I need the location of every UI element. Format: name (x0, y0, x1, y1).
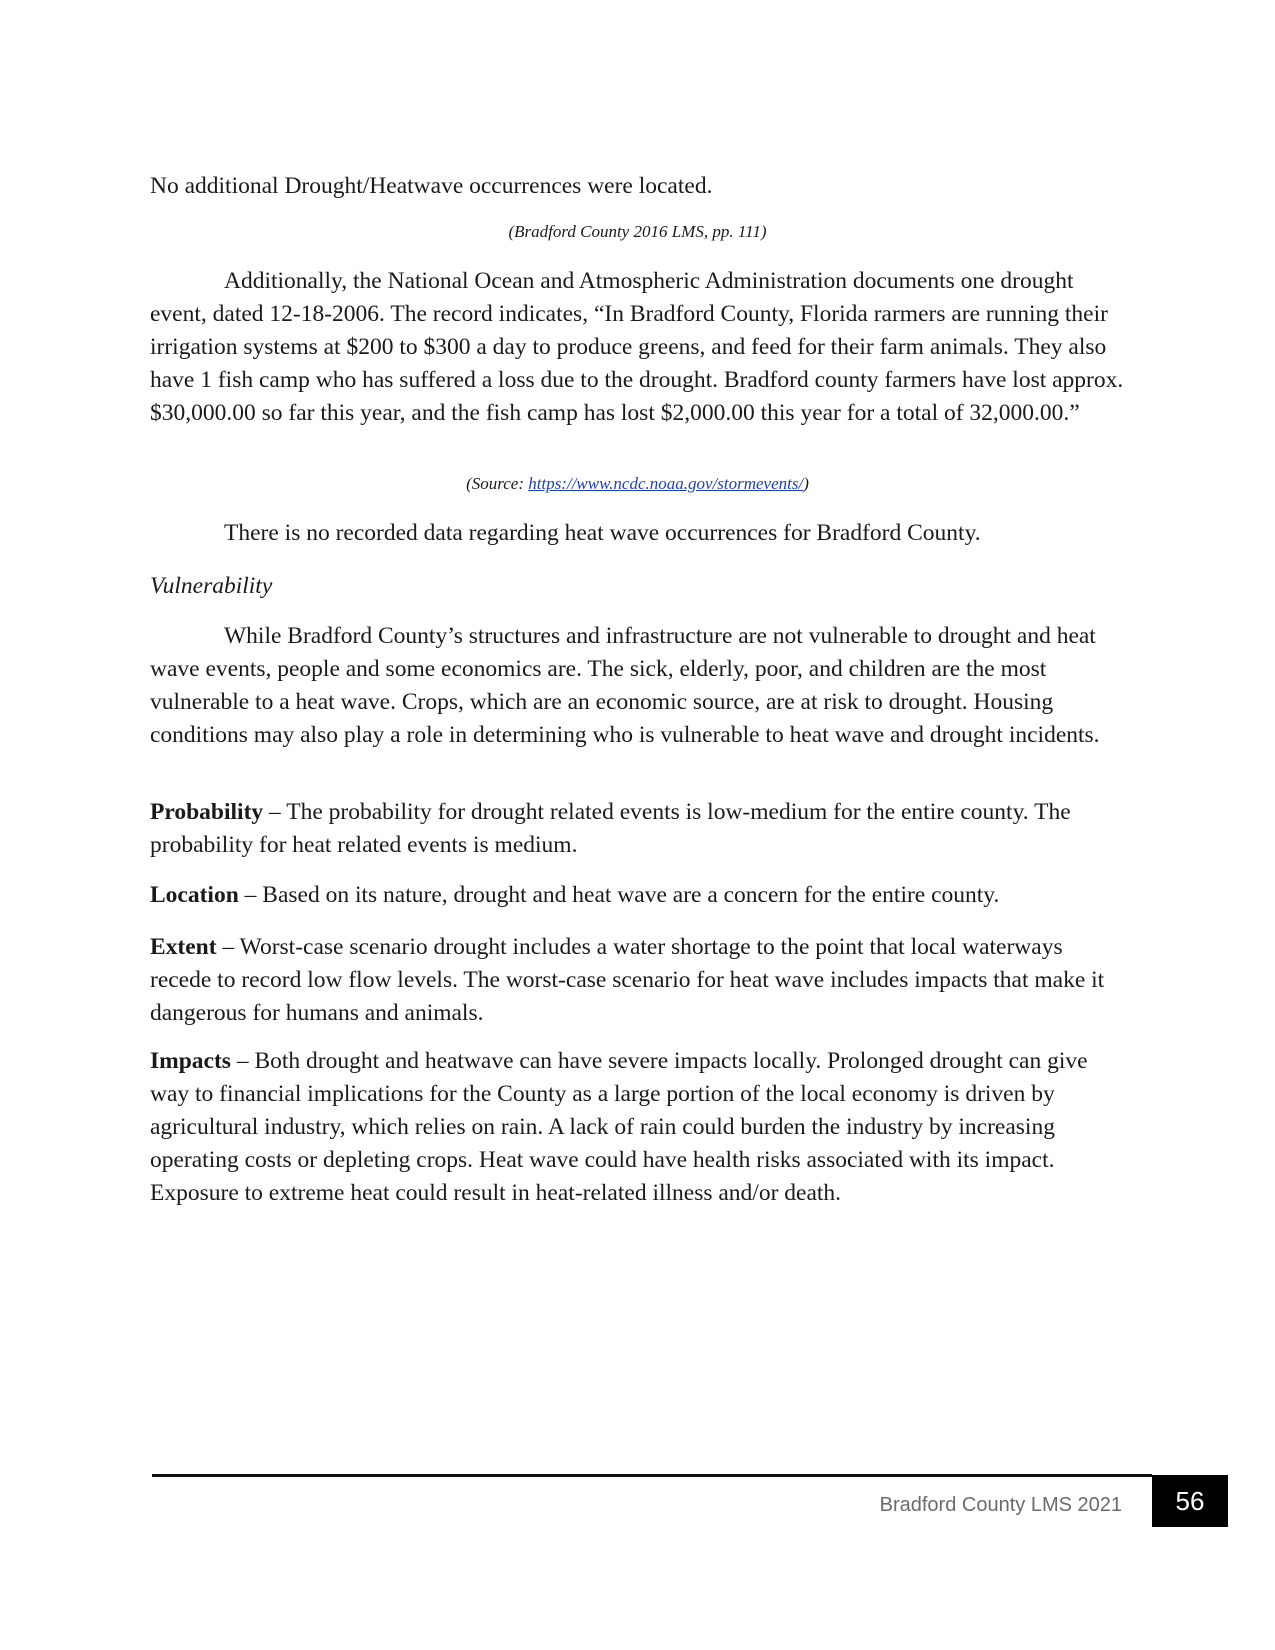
location-label: Location (150, 882, 239, 908)
footer-divider (152, 1474, 1152, 1477)
impacts-text: – Both drought and heatwave can have severe impacts locally. Prolonged drought can give way to financial implications for the County as a large portion of the local economy is driven by agricultural industry, which relies on rain. A lack of rain could burden the industry by increasing operating costs or depleting crops. Heat wave could have health risks associated with its impact. Exposure to extreme heat could result in heat-related illness and/or death. (150, 1048, 1088, 1206)
vulnerability-heading: Vulnerability (150, 573, 273, 599)
source-prefix: (Source: (466, 474, 529, 493)
impacts-paragraph (150, 1045, 1125, 1210)
source-suffix: ) (803, 474, 809, 493)
vulnerability-paragraph: While Bradford County’s structures and infrastructure are not vulnerable to drought and heat wave events, people and some economics are. The sick, elderly, poor, and children are the most vulnerable to a heat wave. Crops, which are an economic source, are at risk to drought. Housing conditions may also play a role in determining who is vulnerable to heat wave and drought incidents. (150, 623, 1100, 748)
extent-text: – Worst-case scenario drought includes a water shortage to the point that local waterways recede to record low flow levels. The worst-case scenario for heat wave includes impacts that make it dangerous for humans and animals. (150, 934, 1105, 1026)
location-text: – Based on its nature, drought and heat wave are a concern for the entire county. (238, 882, 1000, 908)
noaa-paragraph: Additionally, the National Ocean and Atmospheric Administration documents one drought event, dated 12-18-2006. The record indicates, “In Bradford County, Florida rarmers are running their irrigation systems at $200 to $300 a day to produce greens, and feed for their farm animals. They also have 1 fish camp who has suffered a loss due to the drought. Bradford county farmers have lost approx. $30,000.00 so far this year, and the fish camp has lost $2,000.00 this year for a total of 32,000.00.” (150, 268, 1124, 426)
extent-label: Extent (150, 934, 217, 960)
probability-text: – The probability for drought related events is low-medium for the entire county. The probability for heat related events is medium. (150, 799, 1071, 858)
footer-document-title: Bradford County LMS 2021 (879, 1494, 1122, 1516)
noaa-source-link[interactable]: https://www.ncdc.noaa.gov/stormevents/ (528, 474, 804, 493)
extent-paragraph (150, 931, 1125, 1030)
no-heatwave-data-text: There is no recorded data regarding heat wave occurrences for Bradford County. (224, 520, 981, 546)
citation-lms: (Bradford County 2016 LMS, pp. 111) (508, 222, 767, 241)
location-paragraph (150, 879, 1125, 912)
probability-label: Probability (150, 799, 264, 825)
source-citation (150, 474, 1125, 494)
page-number-badge: 56 (1152, 1475, 1228, 1527)
no-additional-occurrences-text: No additional Drought/Heatwave occurrences were located. (150, 173, 713, 199)
impacts-label: Impacts (150, 1048, 231, 1074)
probability-paragraph (150, 796, 1125, 862)
